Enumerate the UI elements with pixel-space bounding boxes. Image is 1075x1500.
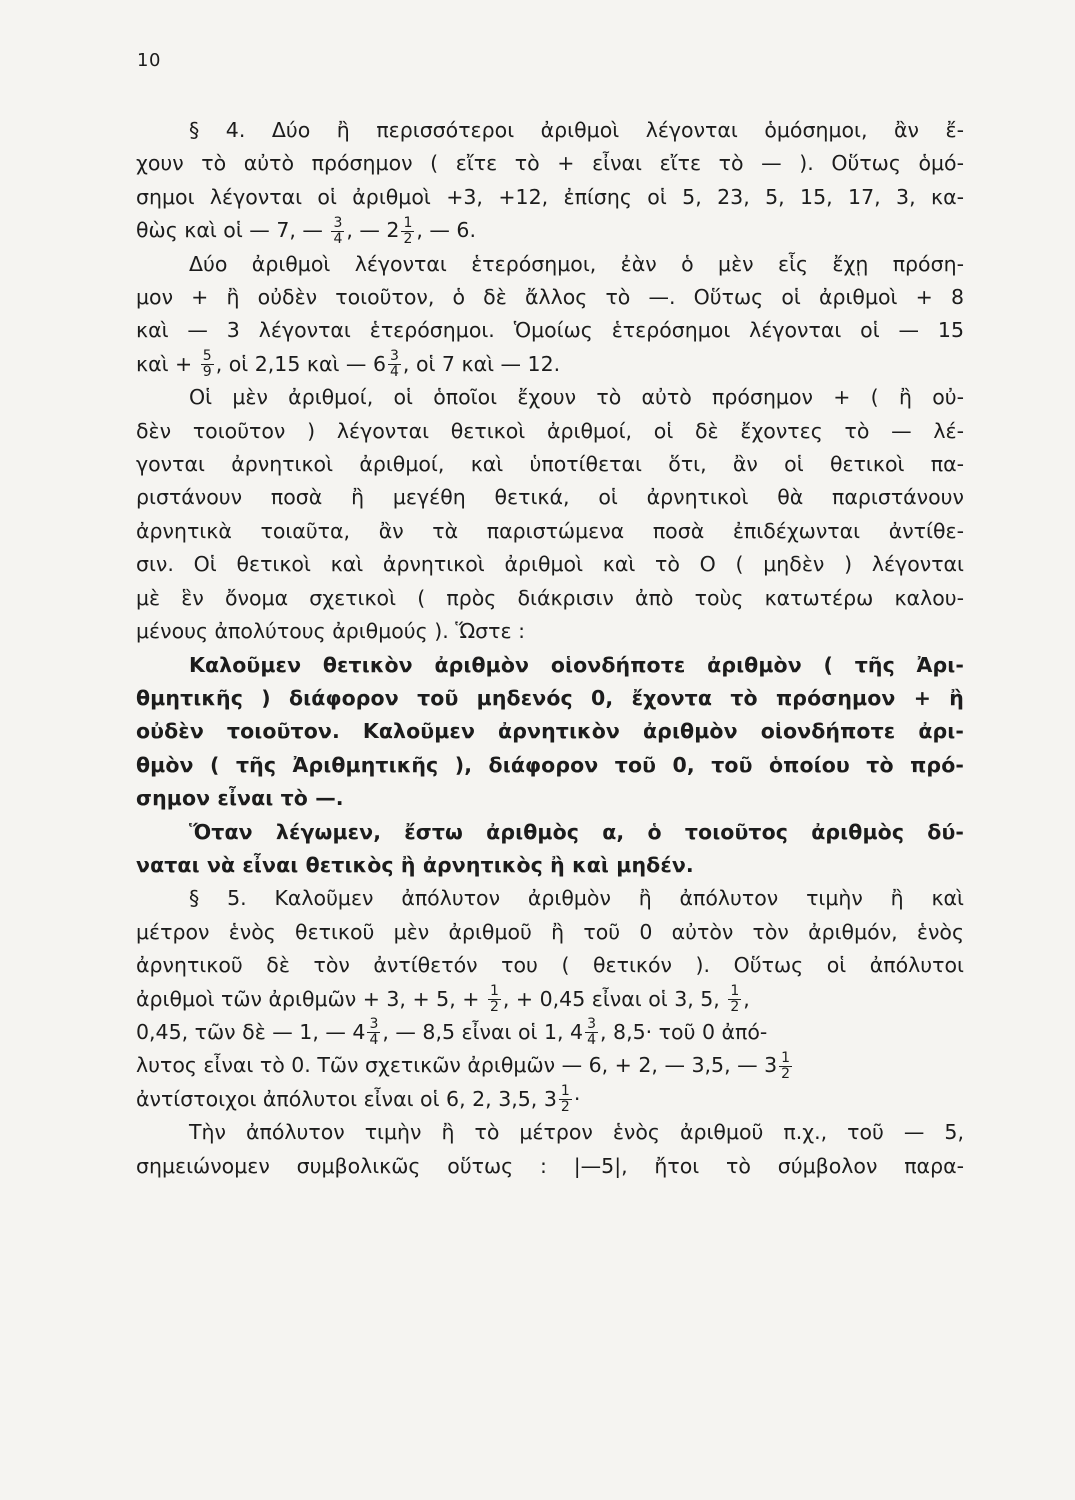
fraction: $\frac{5}{9}$ bbox=[202, 348, 212, 381]
fraction: $\frac{1}{2}$ bbox=[730, 983, 740, 1016]
definition-line: οὐδὲν τοιοῦτον. Καλοῦμεν ἀρνητικὸν ἀριθμὸν οἱονδήποτε ἀρι- bbox=[136, 719, 964, 744]
fraction: $\frac{1}{2}$ bbox=[403, 214, 413, 247]
definition-line: θμὸν ( τῆς Ἀριθμητικῆς ), διάφορον τοῦ 0, τοῦ ὁποίου τὸ πρό- bbox=[136, 752, 964, 777]
text-line: θὼς καὶ οἱ — 7, — $\frac{3}{4}$ , — 2 $\frac{1}{2}$ , — 6. bbox=[136, 214, 476, 247]
text-line: καὶ — 3 λέγονται ἑτερόσημοι. Ὁμοίως ἑτερόσημοι λέγονται οἱ — 15 bbox=[136, 318, 964, 343]
fraction: $\frac{1}{2}$ bbox=[560, 1083, 570, 1116]
text-line: ἀριθμοὶ τῶν ἀριθμῶν + 3, + 5, + $\frac{1}{2}$ , + 0,45 εἶναι οἱ 3, 5, $\frac{1}{2}$ , bbox=[136, 983, 750, 1016]
text-line: Τὴν ἀπόλυτον τιμὴν ἢ τὸ μέτρον ἑνὸς ἀριθμοῦ π.χ., τοῦ — 5, bbox=[189, 1120, 964, 1145]
text-line: γονται ἀρνητικοὶ ἀριθμοί, καὶ ὑποτίθεται ὅτι, ἂν οἱ θετικοὶ πα- bbox=[136, 452, 964, 477]
text-line: Οἱ μὲν ἀριθμοί, οἱ ὁποῖοι ἔχουν τὸ αὐτὸ πρόσημον + ( ἢ οὐ- bbox=[189, 385, 964, 410]
fraction: $\frac{1}{2}$ bbox=[489, 983, 499, 1016]
fraction: $\frac{1}{2}$ bbox=[781, 1049, 791, 1082]
text-line: σημοι λέγονται οἱ ἀριθμοὶ +3, +12, ἐπίσης οἱ 5, 23, 5, 15, 17, 3, κα- bbox=[136, 184, 964, 209]
text-line: μένους ἀπολύτους ἀριθμούς ). Ὥστε : bbox=[136, 619, 526, 644]
text-line: μὲ ἓν ὄνομα σχετικοὶ ( πρὸς διάκρισιν ἀπὸ τοὺς κατωτέρω καλου- bbox=[136, 585, 964, 610]
text-line: ἀντίστοιχοι ἀπόλυτοι εἶναι οἱ 6, 2, 3,5, 3 $\frac{1}{2}$ · bbox=[136, 1083, 581, 1116]
text-line: 0,45, τῶν δὲ — 1, — 4 $\frac{3}{4}$ , — 8,5 εἶναι οἱ 1, 4 $\frac{3}{4}$ , 8,5· τοῦ 0 ἀπό- bbox=[136, 1016, 768, 1049]
text-line: μέτρον ἑνὸς θετικοῦ μὲν ἀριθμοῦ ἢ τοῦ 0 αὐτὸν τὸν ἀριθμόν, ἑνὸς bbox=[136, 919, 964, 944]
text-line: σημειώνομεν συμβολικῶς οὕτως : |—5|, ἤτοι τὸ σύμβολον παρα- bbox=[136, 1153, 964, 1178]
definition-line: ναται νὰ εἶναι θετικὸς ἢ ἀρνητικὸς ἢ καὶ μηδέν. bbox=[136, 852, 694, 877]
text-line: καὶ + $\frac{5}{9}$ , οἱ 2,15 καὶ — 6 $\frac{3}{4}$ , οἱ 7 καὶ — 12. bbox=[136, 348, 561, 381]
page-number: 10 bbox=[137, 50, 161, 71]
definition-line: Ὅταν λέγωμεν, ἔστω ἀριθμὸς α, ὁ τοιοῦτος ἀριθμὸς δύ- bbox=[189, 819, 964, 844]
text-line: σιν. Οἱ θετικοὶ καὶ ἀρνητικοὶ ἀριθμοὶ καὶ τὸ Ο ( μηδὲν ) λέγονται bbox=[136, 552, 964, 577]
page-text bbox=[136, 114, 964, 1183]
text-line: λυτος εἶναι τὸ 0. Τῶν σχετικῶν ἀριθμῶν — 6, + 2, — 3,5, — 3 $\frac{1}{2}$ bbox=[136, 1049, 791, 1082]
text-line: ριστάνουν ποσὰ ἢ μεγέθη θετικά, οἱ ἀρνητικοὶ θὰ παριστάνουν bbox=[136, 485, 964, 510]
text-line: χουν τὸ αὐτὸ πρόσημον ( εἴτε τὸ + εἶναι εἴτε τὸ — ). Οὕτως ὁμό- bbox=[136, 151, 964, 176]
text-line: μον + ἢ οὐδὲν τοιοῦτον, ὁ δὲ ἄλλος τὸ —. Οὕτως οἱ ἀριθμοὶ + 8 bbox=[136, 285, 964, 310]
fraction: $\frac{3}{4}$ bbox=[389, 348, 399, 381]
fraction: $\frac{3}{4}$ bbox=[587, 1016, 597, 1049]
definition-line: θμητικῆς ) διάφορον τοῦ μηδενός 0, ἔχοντα τὸ πρόσημον + ἢ bbox=[136, 685, 964, 710]
text-line: δὲν τοιοῦτον ) λέγονται θετικοὶ ἀριθμοί, οἱ δὲ ἔχοντες τὸ — λέ- bbox=[136, 418, 964, 443]
fraction: $\frac{3}{4}$ bbox=[333, 214, 343, 247]
text-line: § 4. Δύο ἢ περισσότεροι ἀριθμοὶ λέγονται ὁμόσημοι, ἂν ἔ- bbox=[189, 118, 964, 142]
text-line: ἀρνητικὰ τοιαῦτα, ἂν τὰ παριστώμενα ποσὰ ἐπιδέχωνται ἀντίθε- bbox=[136, 518, 964, 543]
text-line: ἀρνητικοῦ δὲ τὸν ἀντίθετόν του ( θετικόν ). Οὕτως οἱ ἀπόλυτοι bbox=[136, 953, 964, 978]
definition-line: σημον εἶναι τὸ —. bbox=[136, 786, 344, 811]
text-line: § 5. Καλοῦμεν ἀπόλυτον ἀριθμὸν ἢ ἀπόλυτον τιμὴν ἢ καὶ bbox=[189, 886, 964, 911]
fraction: $\frac{3}{4}$ bbox=[369, 1016, 379, 1049]
definition-line: Καλοῦμεν θετικὸν ἀριθμὸν οἱονδήποτε ἀριθμὸν ( τῆς Ἀρι- bbox=[189, 652, 964, 677]
text-line: Δύο ἀριθμοὶ λέγονται ἑτερόσημοι, ἐὰν ὁ μὲν εἷς ἔχῃ πρόση- bbox=[189, 251, 964, 276]
